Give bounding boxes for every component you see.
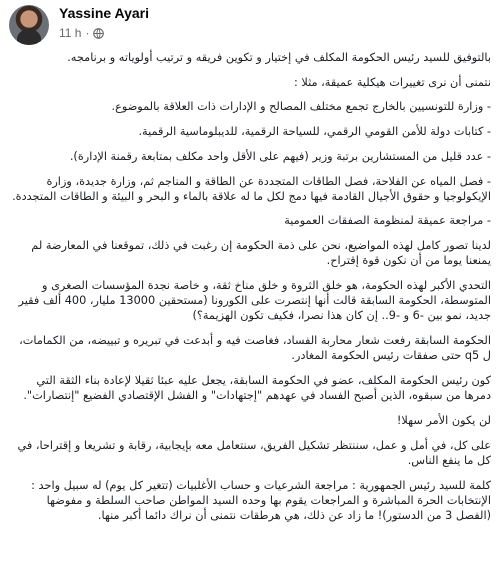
- paragraph: الحكومة السابقة رفعت شعار محاربة الفساد، فغاصت فيه و أبدعت في تبريره و تبييضه، من الكمامات، ل q5 حتى صفقات رئيس الحكومة المغادر.: [19, 334, 491, 363]
- post-time[interactable]: 11 h: [59, 26, 82, 40]
- globe-icon[interactable]: [93, 28, 104, 39]
- paragraph: لن يكون الأمر سهلا!: [396, 413, 491, 427]
- paragraph: لدينا تصور كامل لهذه المواضيع، نحن على ذمة الحكومة إن رغبت في ذلك، تموقعنا في المعارضة لم يمنعنا يوما من أن نكون قوة إقتراح.: [31, 239, 491, 268]
- paragraph: - فصل المياه عن الفلاحة، فصل الطاقات المتجددة عن الطاقة و المناجم ثم، وزارة جديدة، وزارة الإيكولوجيا و حقوق الأجيال القادمة فيها دمج لكل ما له علاقة بالماء و البحر و البيئة و الطاقات المتجددة.: [12, 174, 491, 203]
- paragraph: - مراجعة عميقة لمنظومة الصفقات العمومية: [284, 214, 491, 228]
- paragraph: كون رئيس الحكومة المكلف، عضو في الحكومة السابقة، يجعل عليه عبئا ثقيلا لإعادة بناء الثقة التي دمرها من سبقوه، الذين أصبح الفساد في عهدهم "إجتهادات" و الفشل الإقتصادي الفضيع "إنتصارات".: [23, 374, 491, 403]
- paragraph: - وزارة للتونسيين بالخارج تجمع مختلف المصالح و الإدارات ذات العلاقة بالموضوع.: [111, 100, 491, 114]
- paragraph: على كل، في أمل و عمل، سننتظر تشكيل الفريق، سنتعامل معه بإيجابية، رقابة و تشريعا و إقتراحا، في كل ما ينفع الناس.: [17, 438, 491, 467]
- author-avatar[interactable]: [9, 5, 49, 45]
- paragraph: - عدد قليل من المستشارين برتبة وزير (فيهم على الأقل واحد مكلف بمتابعة رقمنة الإدارة).: [69, 149, 491, 163]
- paragraph: نتمنى أن نرى تغييرات هيكلية عميقة، مثلا :: [293, 75, 491, 89]
- post-meta: [59, 26, 104, 40]
- paragraph: كلمة للسيد رئيس الجمهورية : مراجعة الشرعيات و حساب الأغلبيات (تتغير كل يوم) له سبيل واحد : الإنتخابات الحرة المباشرة و المراجعات يقوم بها وحده السيد المواطن صاحب السلطة و مفوضها (الفصل 3 من الدستور)! ما زاد عن ذلك، هي هرطقات نتمنى أن نراك دائما أكبر منها.: [31, 478, 491, 522]
- post-body: [10, 50, 491, 533]
- author-name[interactable]: Yassine Ayari: [59, 5, 150, 21]
- meta-separator: ·: [85, 26, 90, 40]
- paragraph: بالتوفيق للسيد رئيس الحكومة المكلف في إختيار و تكوين فريقه و ترتيب أولوياته و برنامجه.: [67, 51, 491, 64]
- paragraph: - كتابات دولة للأمن القومي الرقمي، للسياحة الرقمية، للديبلوماسية الرقمية.: [138, 125, 491, 139]
- paragraph: التحدي الأكبر لهذه الحكومة، هو خلق الثروة و خلق مناخ ثقة، و خاصة نجدة المؤسسات الصغرى و المتوسطة، الحكومة السابقة قالت أنها إنتصرت على الكورونا (مستحقين 13000 مليار، 400 ألف فقير جديد، نمو بين -6 و -9.. إن كان هذا نصرا، فكيف تكون الهزيمة؟): [18, 279, 491, 323]
